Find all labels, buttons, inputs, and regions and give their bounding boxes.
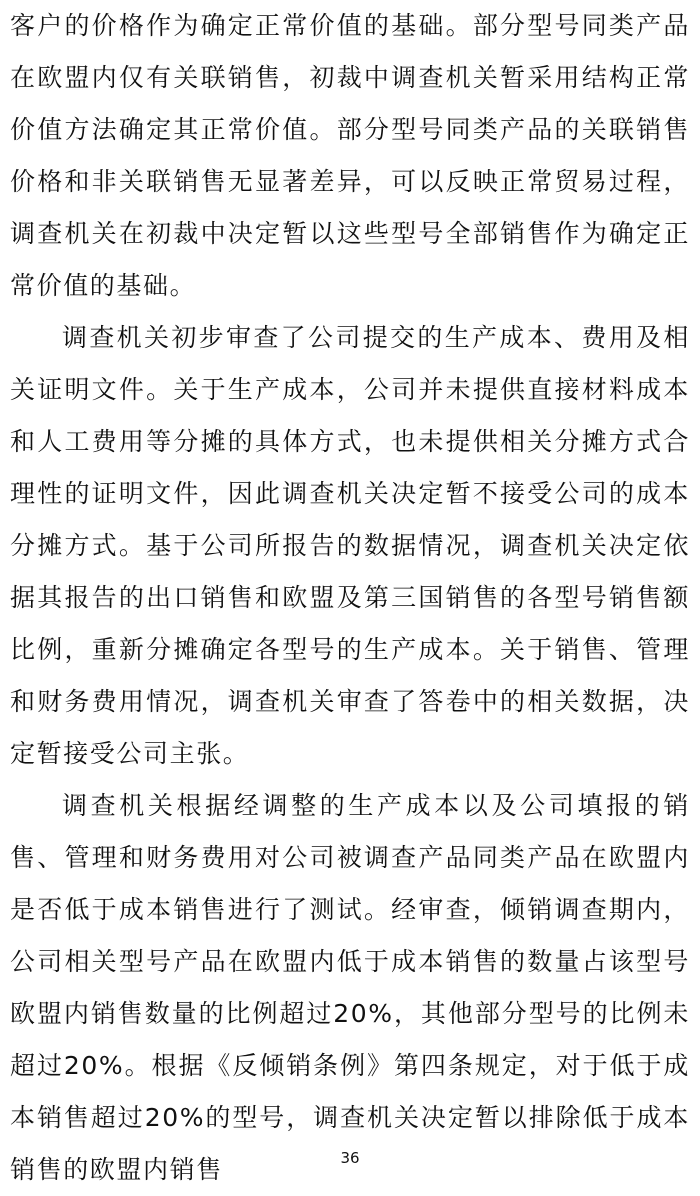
paragraph-1: 客户的价格作为确定正常价值的基础。部分型号同类产品在欧盟内仅有关联销售，初裁中调查机关暂采用结构正常价值方法确定其正常价值。部分型号同类产品的关联销售价格和非关联销售无显著差异，可以反映正常贸易过程，调查机关在初裁中决定暂以这些型号全部销售作为确定正常价值的基础。 (10, 11, 690, 300)
paragraph-3: 调查机关根据经调整的生产成本以及公司填报的销售、管理和财务费用对公司被调查产品同类产品在欧盟内是否低于成本销售进行了测试。经审查，倾销调查期内，公司相关型号产品在欧盟内低于成本销售的数量占该型号欧盟内销售数量的比例超过20%，其他部分型号的比例未超过20%。根据《反倾销条例》第四条规定，对于低于成本销售超过20%的型号，调查机关决定暂以排除低于成本销售的欧盟内销售 (10, 791, 690, 1184)
page-number: 36 (340, 1149, 360, 1167)
paragraph-2: 调查机关初步审查了公司提交的生产成本、费用及相关证明文件。关于生产成本，公司并未提供直接材料成本和人工费用等分摊的具体方式，也未提供相关分摊方式合理性的证明文件，因此调查机关决定暂不接受公司的成本分摊方式。基于公司所报告的数据情况，调查机关决定依据其报告的出口销售和欧盟及第三国销售的各型号销售额比例，重新分摊确定各型号的生产成本。关于销售、管理和财务费用情况，调查机关审查了答卷中的相关数据，决定暂接受公司主张。 (10, 323, 690, 768)
body-text (10, 0, 690, 1196)
